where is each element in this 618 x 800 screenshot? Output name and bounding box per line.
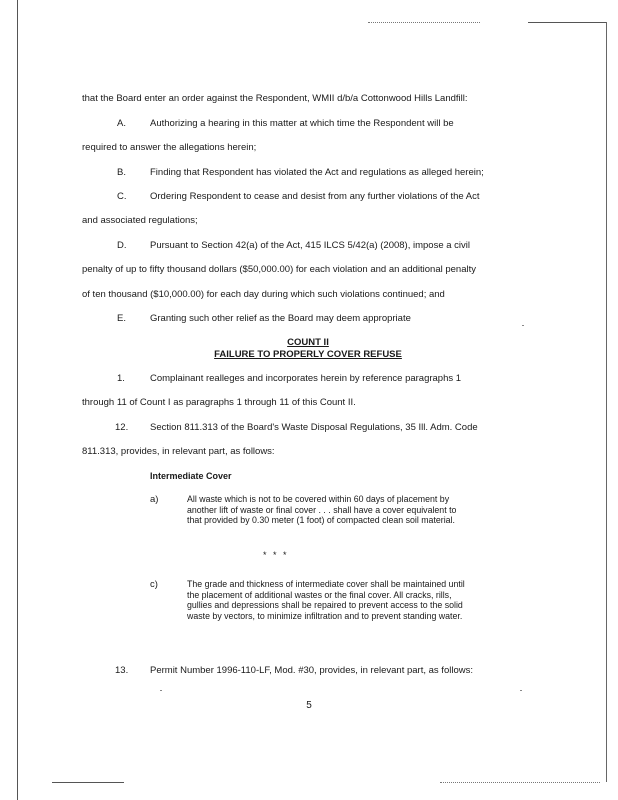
scan-speck xyxy=(522,325,524,326)
paragraph-number: 1. xyxy=(117,373,125,384)
item-text: Pursuant to Section 42(a) of the Act, 415 ILCS 5/42(a) (2008), impose a civil xyxy=(150,240,471,251)
item-text: penalty of up to fifty thousand dollars ($50,000.00) for each violation and an additional penalty xyxy=(82,264,476,275)
intro-text: that the Board enter an order against the Respondent, WMII d/b/a Cottonwood Hills Landfill: xyxy=(82,93,468,104)
paragraph-number: 13. xyxy=(115,665,129,676)
scan-edge-bottom-dots xyxy=(440,782,600,784)
paragraph-text: through 11 of Count I as paragraphs 1 through 11 of this Count II. xyxy=(82,397,356,408)
item-label: D. xyxy=(117,240,127,251)
count-heading: COUNT II xyxy=(287,337,329,348)
scan-edge-left xyxy=(17,0,18,800)
quote-heading: Intermediate Cover xyxy=(150,471,232,481)
count-title: FAILURE TO PROPERLY COVER REFUSE xyxy=(214,349,402,360)
item-text: required to answer the allegations herein; xyxy=(82,142,257,153)
omission-marker: * * * xyxy=(263,550,289,560)
scan-edge-right xyxy=(606,22,607,782)
item-text: of ten thousand ($10,000.00) for each day during which such violations continued; and xyxy=(82,289,445,300)
scan-edge-top-dots xyxy=(368,22,480,24)
item-text: and associated regulations; xyxy=(82,215,198,226)
item-text: Ordering Respondent to cease and desist from any further violations of the Act xyxy=(150,191,480,202)
item-label: E. xyxy=(117,313,126,324)
item-text: Authorizing a hearing in this matter at which time the Respondent will be xyxy=(150,118,454,129)
item-text: Finding that Respondent has violated the Act and regulations as alleged herein; xyxy=(150,167,484,178)
item-label: C. xyxy=(117,191,127,202)
item-label: A. xyxy=(117,118,126,129)
quote-item-label: c) xyxy=(150,579,158,590)
scan-edge-top xyxy=(528,22,606,23)
paragraph-text: 811.313, provides, in relevant part, as follows: xyxy=(82,446,275,457)
item-label: B. xyxy=(117,167,126,178)
paragraph-number: 12. xyxy=(115,422,129,433)
paragraph-text: Complainant realleges and incorporates herein by reference paragraphs 1 xyxy=(150,373,462,384)
quote-item-label: a) xyxy=(150,494,159,505)
paragraph-text: Section 811.313 of the Board's Waste Disposal Regulations, 35 Ill. Adm. Code xyxy=(150,422,478,433)
page-number: 5 xyxy=(306,700,312,711)
scan-speck xyxy=(160,690,162,691)
quote-item-text: All waste which is not to be covered within 60 days of placement by another lift of waste or final cover . . . shall have a cover equivalent to that provided by 0.30 meter (1 foot) of compacted clean soil material. xyxy=(187,494,457,526)
item-text: Granting such other relief as the Board may deem appropriate xyxy=(150,313,411,324)
quote-item-text: The grade and thickness of intermediate cover shall be maintained until the placement of additional wastes or the final cover. All cracks, rills, gullies and depressions shall be repaired to prevent access to the solid waste by vectors, to minimize infiltration and to prevent standing water. xyxy=(187,579,465,621)
scan-edge-bottom xyxy=(52,782,124,783)
paragraph-text: Permit Number 1996-110-LF, Mod. #30, provides, in relevant part, as follows: xyxy=(150,665,473,676)
scan-speck xyxy=(520,690,522,691)
